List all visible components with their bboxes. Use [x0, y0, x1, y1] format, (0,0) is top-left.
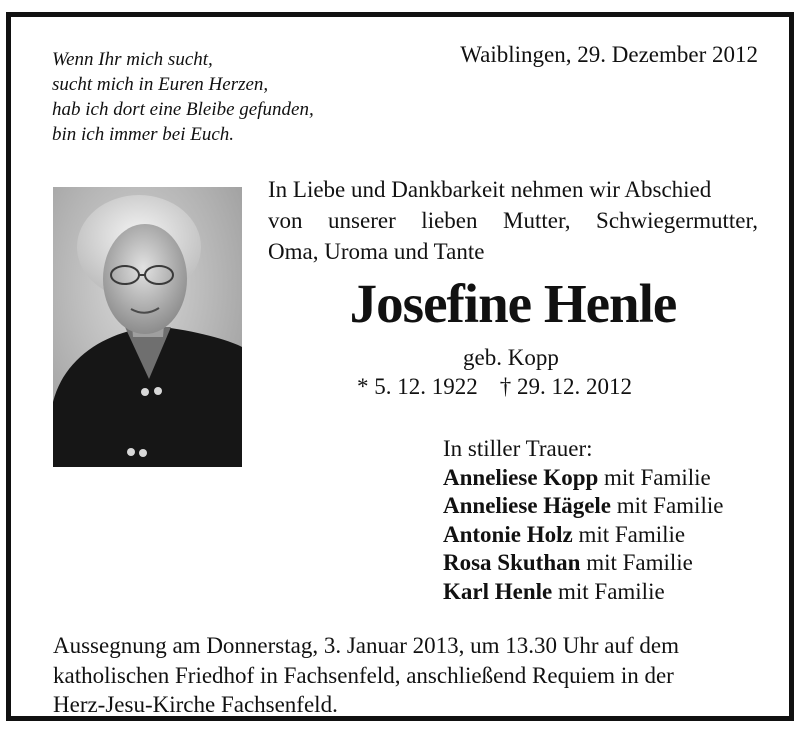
place-date: Waiblingen, 29. Dezember 2012 — [460, 42, 758, 67]
poem-line: hab ich dort eine Bleibe gefunden, — [52, 99, 314, 120]
mourner-name: Anneliese Kopp — [443, 464, 599, 490]
service-line: Herz-Jesu-Kirche Fachsenfeld. — [53, 692, 338, 717]
service-line: Aussegnung am Donnerstag, 3. Januar 2013, um 13.30 Uhr auf dem — [53, 633, 679, 658]
mourner-suffix: mit Familie — [557, 578, 665, 604]
maiden-name: geb. Kopp — [463, 345, 559, 370]
mourner-suffix: mit Familie — [604, 464, 711, 490]
mourner-row — [443, 578, 723, 607]
poem-line: sucht mich in Euren Herzen, — [52, 74, 269, 95]
mourner-row — [443, 492, 723, 521]
intro-line: von unserer lieben Mutter, Schwiegermutter, — [268, 208, 758, 233]
mourner-name: Anneliese Hägele — [443, 493, 611, 519]
service-info — [53, 631, 761, 720]
mourner-suffix: mit Familie — [616, 493, 724, 519]
mourners-block — [443, 435, 723, 607]
poem — [52, 47, 314, 147]
death-date: † 29. 12. 2012 — [499, 374, 632, 399]
mourner-row — [443, 464, 723, 493]
mourners-heading: In stiller Trauer: — [443, 436, 593, 461]
deceased-name: Josefine Henle — [349, 273, 677, 334]
poem-line: bin ich immer bei Euch. — [52, 124, 235, 145]
mourner-name: Rosa Skuthan — [443, 550, 581, 576]
birth-date: * 5. 12. 1922 — [357, 374, 478, 399]
service-line: katholischen Friedhof in Fachsenfeld, anschließend Requiem in der — [53, 662, 674, 688]
mourner-suffix: mit Familie — [578, 521, 686, 547]
intro-line: Oma, Uroma und Tante — [268, 239, 485, 264]
mourner-name: Karl Henle — [443, 578, 553, 604]
intro-text — [268, 174, 758, 267]
poem-line: Wenn Ihr mich sucht, — [52, 49, 213, 70]
mourner-suffix: mit Familie — [586, 550, 693, 576]
mourner-row — [443, 521, 723, 550]
mourner-row — [443, 549, 723, 578]
mourner-name: Antonie Holz — [443, 521, 573, 547]
obituary-frame — [6, 12, 794, 721]
portrait-photo — [53, 187, 242, 467]
life-dates — [357, 374, 632, 400]
intro-line: In Liebe und Dankbarkeit nehmen wir Abschied — [268, 177, 712, 202]
